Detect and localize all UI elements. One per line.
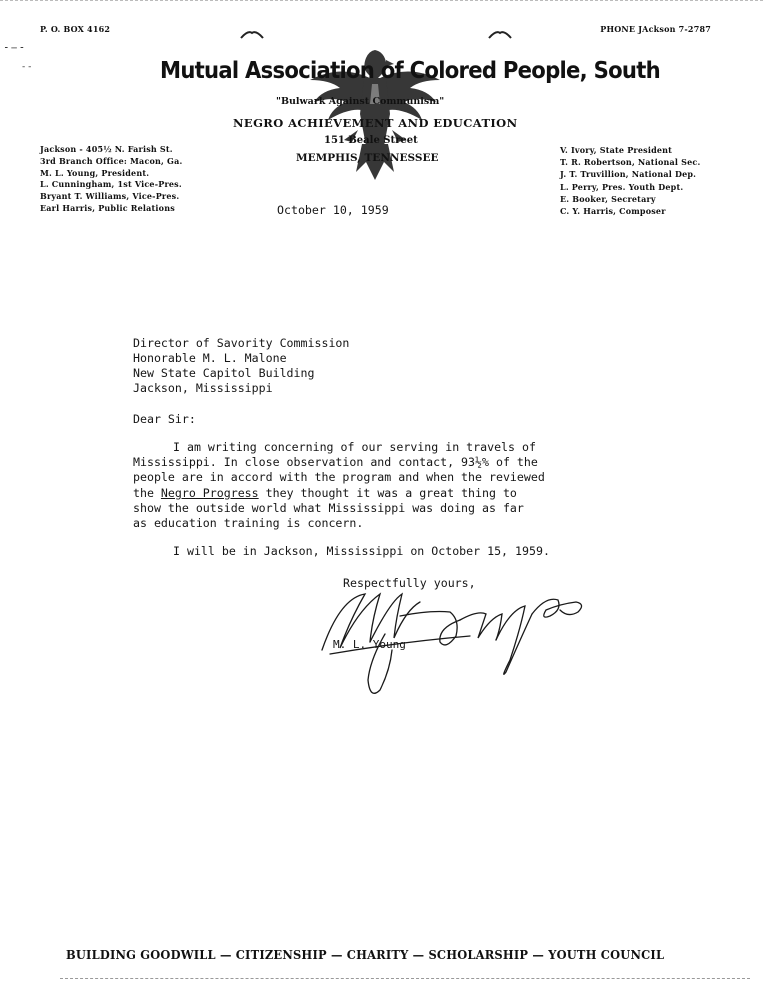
top-edge-rule <box>0 0 763 1</box>
body-text: they thought it was a great thing to <box>258 485 517 500</box>
footer-slogan: BUILDING GOODWILL — CITIZENSHIP — CHARITY — SCHOLARSHIP — YOUTH COUNCIL <box>66 948 665 962</box>
handwritten-signature <box>310 580 595 705</box>
officer-line: T. R. Robertson, National Sec. <box>560 157 701 168</box>
body-text: the <box>133 485 161 500</box>
letter-body-paragraph <box>133 440 545 531</box>
officer-line: E. Booker, Secretary <box>560 193 656 204</box>
signer-typed-name: M. L. Young <box>333 638 406 651</box>
bird-mark-icon <box>488 28 512 40</box>
phone-number: PHONE JAckson 7-2787 <box>600 24 711 34</box>
complimentary-close: Respectfully yours, <box>343 576 476 590</box>
recipient-line: Jackson, Mississippi <box>133 381 273 395</box>
organization-motto: "Bulwark Against Communism" <box>276 96 445 107</box>
recipient-line: Director of Savority Commission <box>133 336 350 350</box>
officer-line: 3rd Branch Office: Macon, Ga. <box>40 155 183 166</box>
margin-mark: ‐ ‐ <box>22 62 32 72</box>
body-line: as education training is concern. <box>133 516 364 531</box>
margin-mark: ⁃ ─ ⁃ <box>4 44 25 54</box>
body-line: Mississippi. In close observation and contact, 93½% of the <box>133 455 538 470</box>
recipient-line: New State Capitol Building <box>133 366 315 380</box>
recipient-address <box>133 336 349 396</box>
officer-line: L. Cunningham, 1st Vice-Pres. <box>40 179 182 190</box>
officer-line: M. L. Young, President. <box>40 167 150 178</box>
recipient-line: Honorable M. L. Malone <box>133 351 287 365</box>
officer-line: L. Perry, Pres. Youth Dept. <box>560 181 684 192</box>
organization-name: Mutual Association of Colored People, South <box>160 58 660 84</box>
body-line: I am writing concerning of our serving in travels of <box>173 440 536 454</box>
body-line: show the outside world what Mississippi was doing as far <box>133 500 524 515</box>
body-line: people are in accord with the program and when the reviewed <box>133 470 545 485</box>
footer-rule <box>60 978 750 979</box>
organization-subtitle: NEGRO ACHIEVEMENT AND EDUCATION <box>233 116 518 130</box>
letter-date: October 10, 1959 <box>277 203 389 217</box>
visit-notice: I will be in Jackson, Mississippi on October 15, 1959. <box>173 544 550 558</box>
street-address: 151 Beale Street <box>324 135 418 146</box>
po-box: P. O. BOX 4162 <box>40 24 111 34</box>
officers-left-list <box>40 144 182 215</box>
bird-mark-icon <box>240 28 264 40</box>
body-line <box>133 486 545 501</box>
officer-line: Jackson - 405½ N. Farish St. <box>40 144 173 154</box>
officer-line: V. Ivory, State President <box>560 145 673 155</box>
salutation: Dear Sir: <box>133 412 196 426</box>
officer-line: C. Y. Harris, Composer <box>560 206 666 217</box>
officer-line: Earl Harris, Public Relations <box>40 202 175 213</box>
officers-right-list <box>560 144 700 217</box>
officer-line: Bryant T. Williams, Vice-Pres. <box>40 191 180 202</box>
city-state: MEMPHIS, TENNESSEE <box>296 152 439 164</box>
underlined-phrase: Negro Progress <box>160 485 259 500</box>
officer-line: J. T. Truvillion, National Dep. <box>560 169 697 180</box>
